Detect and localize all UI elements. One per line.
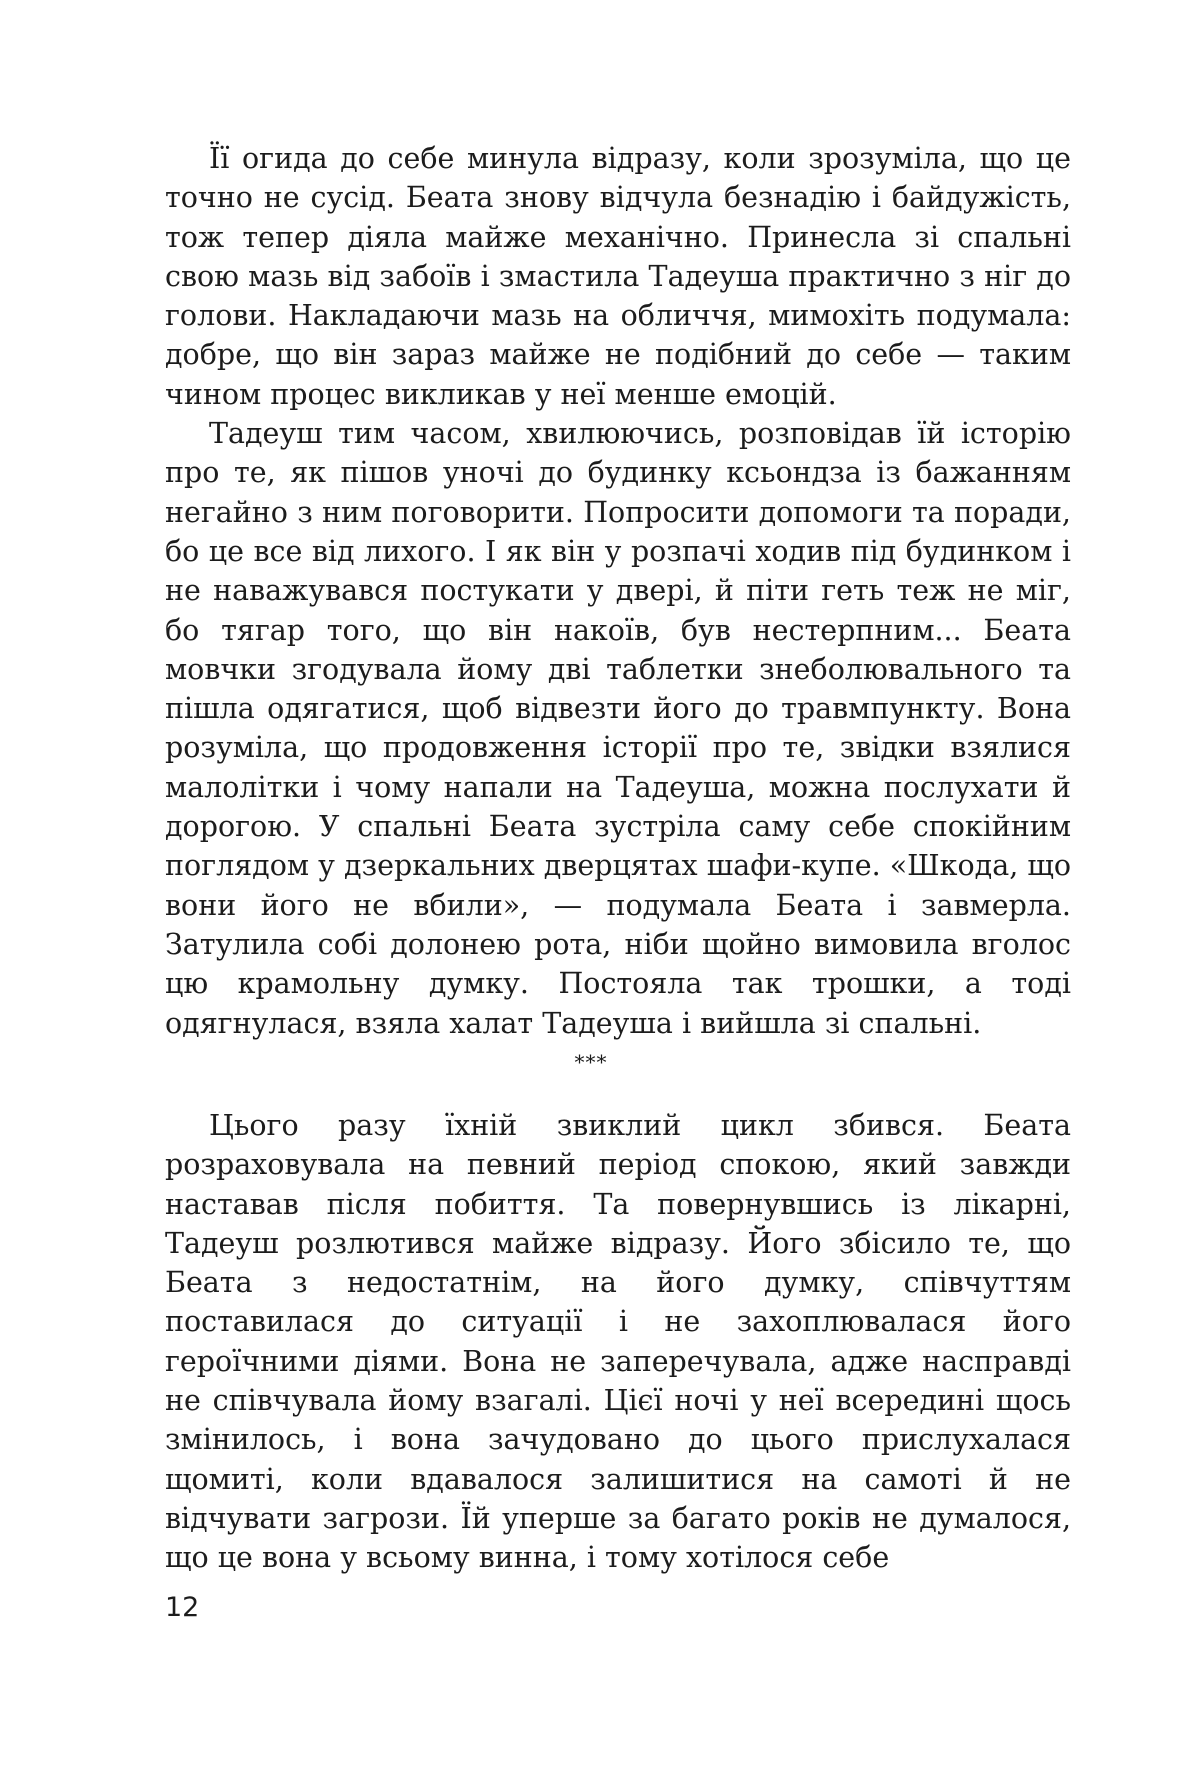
paragraph-3: Цього разу їхній звиклий цикл збився. Беата розраховувала на певний період спокою, який завжди наставав після побиття. Та повернувшись із лікарні, Тадеуш розлютився майже відразу. Його збісило те, що Беата з недостатнім, на його думку, співчуттям поставилася до ситуації і не захоплювалася його героїчними діями. Вона не заперечувала, адже насправді не співчувала йому взагалі. Цієї ночі у неї всередині щось змінилось, і вона зачудовано до цього прислухалася щомиті, коли вдавалося залишитися на самоті й не відчувати загрози. Їй уперше за багато років не думалося, що це вона у всьому винна, і тому хотілося себе (165, 1109, 1071, 1575)
section-separator: *** (574, 1050, 608, 1074)
section-two (165, 1106, 1071, 1578)
page-number: 12 (165, 1592, 200, 1623)
section-one (165, 139, 1071, 1043)
paragraph-1: Її огида до себе минула відразу, коли зрозуміла, що це точно не сусід. Беата знову відчула безнадію і байдужість, тож тепер діяла майже механічно. Принесла зі спальні свою мазь від забоїв і змастила Тадеуша практично з ніг до голови. Накладаючи мазь на обличчя, мимохіть подумала: добре, що він зараз майже не подібний до себе — таким чином процес викликав у неї менше емоцій. (165, 142, 1071, 411)
paragraph-2: Тадеуш тим часом, хвилюючись, розповідав їй історію про те, як пішов уночі до будинку ксьондза із бажанням негайно з ним поговорити. Попросити допомоги та поради, бо це все від лихого. І як він у розпачі ходив під будинком і не наважувався постукати у двері, й піти геть теж не міг, бо тягар того, що він накоїв, був нестерпним... Беата мовчки згодувала йому дві таблетки знеболювального та пішла одягатися, щоб відвезти його до травмпункту. Вона розуміла, що продовження історії про те, звідки взялися малолітки і чому напали на Тадеуша, можна послухати й дорогою. У спальні Беата зустріла саму себе спокійним поглядом у дзеркальних дверцятах шафи-купе. «Шкода, що вони його не вбили», — подумала Беата і завмерла. Затулила собі долонею рота, ніби щойно вимовила вголос цю крамольну думку. Постояла так трошки, а тоді одягнулася, взяла халат Тадеуша і вийшла зі спальні. (165, 417, 1071, 1040)
